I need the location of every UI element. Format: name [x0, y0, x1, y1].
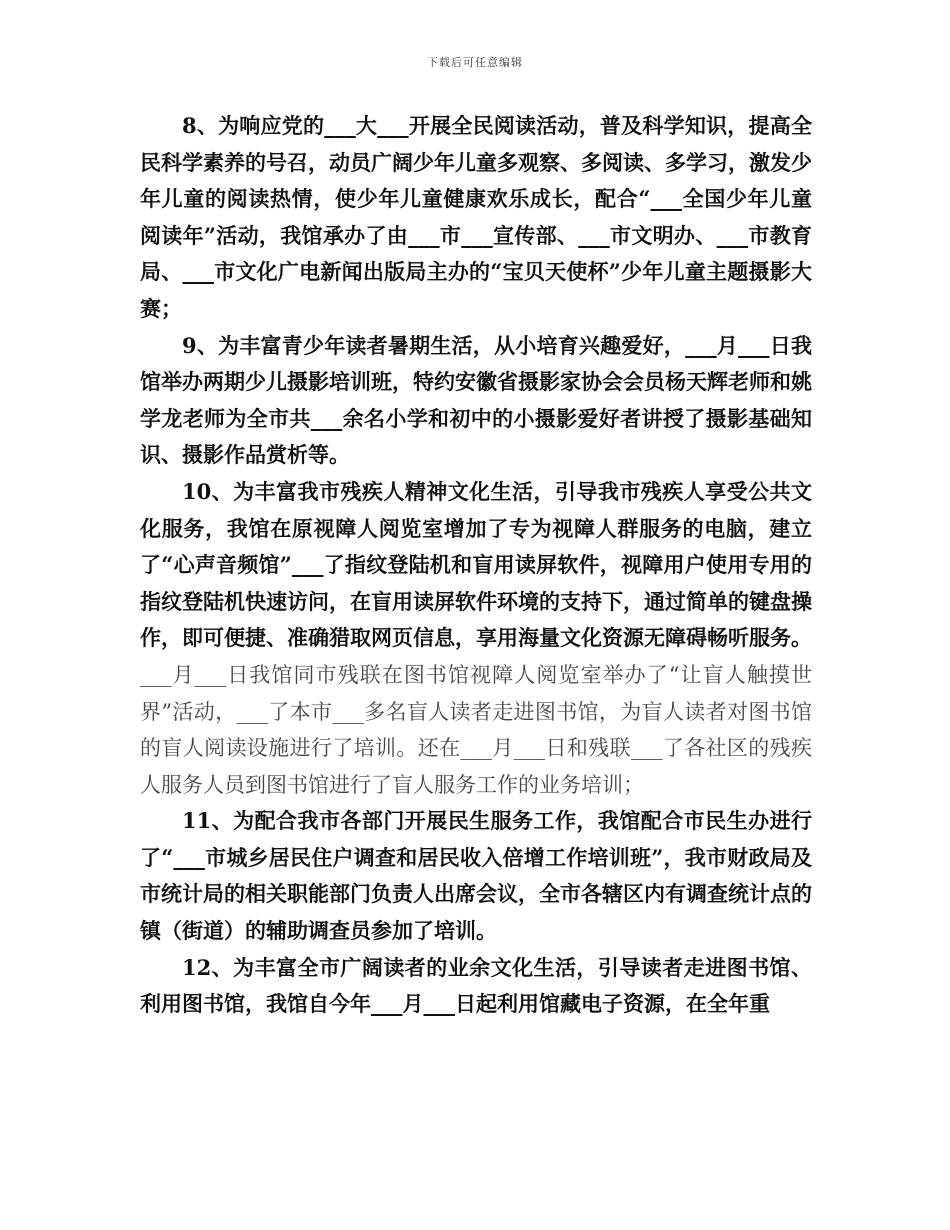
paragraph-10-light-part: ___月___日我馆同市残联在图书馆视障人阅览室举办了“让盲人触摸世界”活动，___了本市___多名盲人读者走进图书馆，为盲人读者对图书馆的盲人阅读设施进行了培训。还在___月___日和残联___了各社区的残疾人服务人员到图书馆进行了盲人服务工作的业务培训；	[140, 662, 812, 797]
paragraph-10	[140, 474, 812, 803]
paragraph-10-bold-part: 10、为丰富我市残疾人精神文化生活，引导我市残疾人享受公共文化服务，我馆在原视障人阅览室增加了专为视障人群服务的电脑，建立了“心声音频馆”___了指纹登陆机和盲用读屏软件，视障用户使用专用的指纹登陆机快速访问，在盲用读屏软件环境的支持下，通过简单的键盘操作，即可便捷、准确猎取网页信息，享用海量文化资源无障碍畅听服务。	[140, 478, 812, 651]
paragraph-8: 8、为响应党的___大___开展全民阅读活动，普及科学知识，提高全民科学素养的号召，动员广阔少年儿童多观察、多阅读、多学习，激发少年儿童的阅读热情，使少年儿童健康欢乐成长，配合“___全国少年儿童阅读年”活动，我馆承办了由___市___宣传部、___市文明办、___市教育局、___市文化广电新闻出版局主办的“宝贝天使杯”少年儿童主题摄影大赛；	[140, 113, 812, 321]
paragraph-12: 12、为丰富全市广阔读者的业余文化生活，引导读者走进图书馆、利用图书馆，我馆自今年___月___日起利用馆藏电子资源，在全年重	[140, 954, 812, 1017]
page-header: 下载后可任意编辑	[427, 56, 523, 69]
paragraph-11: 11、为配合我市各部门开展民生服务工作，我馆配合市民生办进行了“___市城乡居民住户调查和居民收入倍增工作培训班”，我市财政局及市统计局的相关职能部门负责人出席会议，全市各辖区内有调查统计点的镇（街道）的辅助调查员参加了培训。	[140, 808, 812, 944]
paragraph-9: 9、为丰富青少年读者暑期生活，从小培育兴趣爱好，___月___日我馆举办两期少儿摄影培训班，特约安徽省摄影家协会会员杨天辉老师和姚学龙老师为全市共___余名小学和初中的小摄影爱好者讲授了摄影基础知识、摄影作品赏析等。	[140, 332, 812, 468]
document-body	[140, 108, 812, 1023]
